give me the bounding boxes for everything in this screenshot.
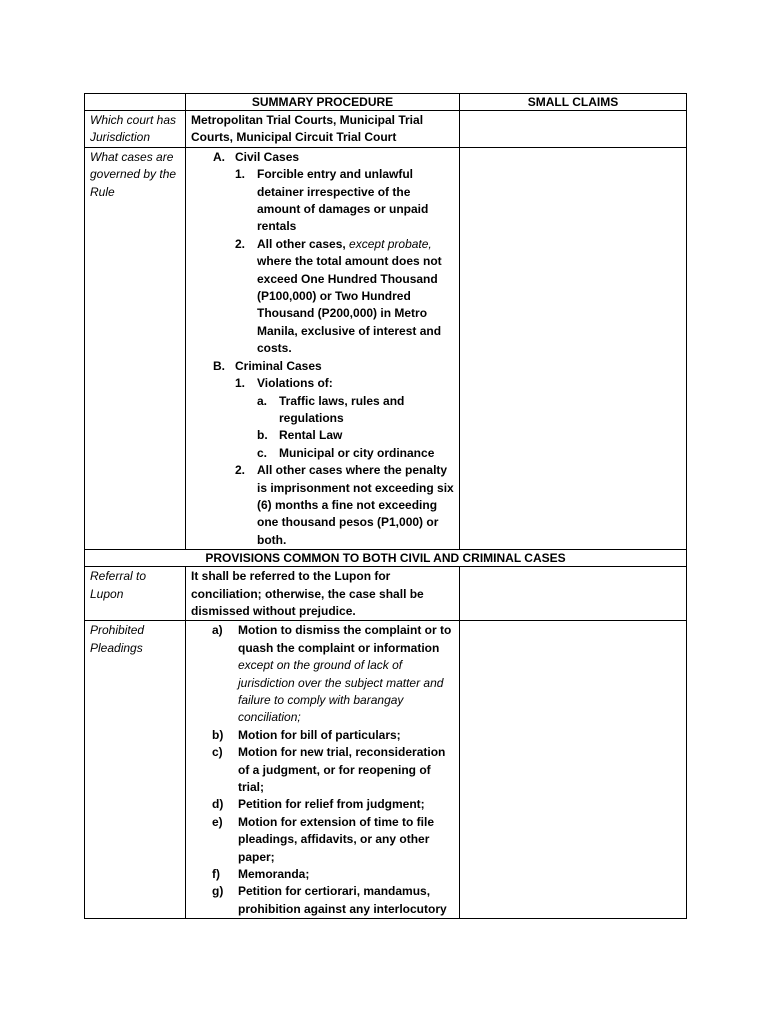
row-common-header [85,550,687,567]
civil-item-1: 1. Forcible entry and unlawful detainer irrespective of the amount of damages or unpaid rentals [235,167,429,234]
row-jurisdiction [85,111,687,148]
label-prohibited: Prohibited Pleadings [85,621,186,919]
prohibited-item: a) Motion to dismiss the complaint or to quash the complaint or information except on the ground of lack of jurisdiction over the subject matter and failure to comply with barangay conciliation; [212,623,452,725]
header-summary-procedure: SUMMARY PROCEDURE [186,94,460,111]
common-provisions-heading: PROVISIONS COMMON TO BOTH CIVIL AND CRIMINAL CASES [85,550,687,567]
row-referral [85,567,687,621]
cell-small-claims-prohibited [460,621,687,919]
label-referral: Referral to Lupon [85,567,186,621]
text-referral: It shall be referred to the Lupon for conciliation; otherwise, the case shall be dismissed without prejudice. [186,567,460,621]
civil-item-2: 2. All other cases, except probate, where the total amount does not exceed One Hundred Thousand (P100,000) or Two Hundred Thousand (P200,000) in Metro Manila, exclusive of interest and costs. [235,236,442,356]
criminal-cases-heading: B. Criminal Cases [213,358,322,373]
criminal-sub-c: c. Municipal or city ordinance [257,445,435,460]
row-prohibited [85,621,687,919]
header-col1 [85,94,186,111]
prohibited-item: c) Motion for new trial, reconsideration of a judgment, or for reopening of trial; [212,745,446,795]
civil-cases-heading: A. Civil Cases [213,149,300,164]
cell-small-claims-cases [460,147,687,549]
comparison-table [84,93,687,919]
header-small-claims: SMALL CLAIMS [460,94,687,111]
prohibited-item: b) Motion for bill of particulars; [212,727,401,742]
text-jurisdiction: Metropolitan Trial Courts, Municipal Trial Courts, Municipal Circuit Trial Court [186,111,460,148]
prohibited-item: e) Motion for extension of time to file pleadings, affidavits, or any other paper; [212,814,434,864]
prohibited-item: f) Memoranda; [212,867,310,882]
prohibited-item: g) Petition for certiorari, mandamus, prohibition against any interlocutory [212,884,447,916]
prohibited-item: d) Petition for relief from judgment; [212,797,425,812]
header-row [85,94,687,111]
criminal-sub-b: b. Rental Law [257,428,343,443]
row-cases [85,147,687,549]
cell-prohibited [186,621,460,919]
criminal-item-2: 2. All other cases where the penalty is imprisonment not exceeding six (6) months a fine not exceeding one thousand pesos (P1,000) or both. [235,463,454,547]
label-jurisdiction: Which court has Jurisdiction [85,111,186,148]
cell-cases [186,147,460,549]
label-cases: What cases are governed by the Rule [85,147,186,549]
cell-small-claims-referral [460,567,687,621]
criminal-item-1: 1. Violations of: [235,376,333,391]
cell-small-claims-jurisdiction [460,111,687,148]
criminal-sub-a: a. Traffic laws, rules and regulations [257,393,405,425]
